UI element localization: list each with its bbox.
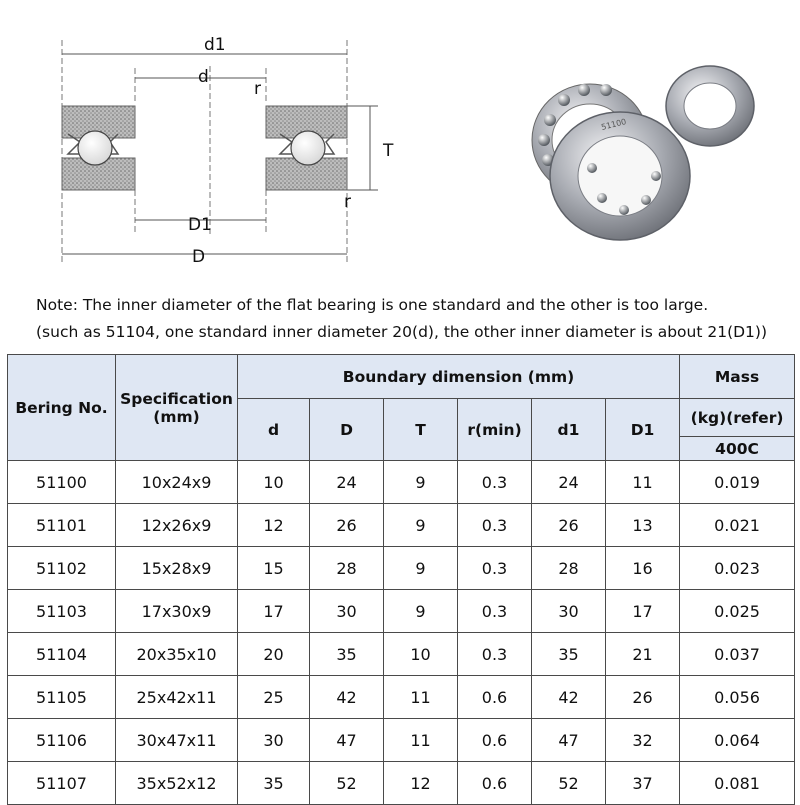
cell-D1: 17 (606, 590, 680, 633)
cell-D1: 37 (606, 762, 680, 805)
cell-bearing-no: 51102 (8, 547, 116, 590)
table-row (8, 547, 795, 590)
header-col-T: T (384, 399, 458, 461)
cell-D1: 32 (606, 719, 680, 762)
header-col-D1: D1 (606, 399, 680, 461)
label-d1: d1 (204, 35, 226, 55)
cell-d1: 47 (532, 719, 606, 762)
table-body (8, 461, 795, 805)
bearing-cross-section-diagram (40, 30, 400, 270)
cell-specification: 30x47x11 (116, 719, 238, 762)
cell-T: 10 (384, 633, 458, 676)
cell-specification: 25x42x11 (116, 676, 238, 719)
cell-T: 12 (384, 762, 458, 805)
cell-D: 28 (310, 547, 384, 590)
header-col-D: D (310, 399, 384, 461)
cell-D: 47 (310, 719, 384, 762)
label-T: T (383, 141, 394, 161)
table-row (8, 461, 795, 504)
cell-mass: 0.081 (680, 762, 795, 805)
cell-d: 17 (238, 590, 310, 633)
label-D: D (192, 247, 206, 267)
bearing-photo (520, 58, 760, 258)
cell-specification: 10x24x9 (116, 461, 238, 504)
cell-T: 11 (384, 719, 458, 762)
cell-D: 24 (310, 461, 384, 504)
cell-d: 20 (238, 633, 310, 676)
bearing-spec-table (7, 354, 795, 805)
cell-bearing-no: 51107 (8, 762, 116, 805)
cell-specification: 15x28x9 (116, 547, 238, 590)
cell-D: 42 (310, 676, 384, 719)
header-col-rmin: r(min) (458, 399, 532, 461)
cell-d: 30 (238, 719, 310, 762)
cell-r-min: 0.3 (458, 504, 532, 547)
cell-mass: 0.037 (680, 633, 795, 676)
cell-mass: 0.056 (680, 676, 795, 719)
cell-bearing-no: 51105 (8, 676, 116, 719)
cell-d1: 52 (532, 762, 606, 805)
cell-bearing-no: 51103 (8, 590, 116, 633)
cell-mass: 0.021 (680, 504, 795, 547)
cell-r-min: 0.6 (458, 762, 532, 805)
cell-d: 35 (238, 762, 310, 805)
cell-d: 25 (238, 676, 310, 719)
cell-d: 12 (238, 504, 310, 547)
label-r-top: r (254, 79, 261, 99)
cell-D1: 26 (606, 676, 680, 719)
cell-specification: 12x26x9 (116, 504, 238, 547)
cell-r-min: 0.3 (458, 590, 532, 633)
header-mass-400c: 400C (680, 437, 795, 461)
table-row (8, 590, 795, 633)
table-row (8, 762, 795, 805)
cell-d1: 42 (532, 676, 606, 719)
cell-specification: 20x35x10 (116, 633, 238, 676)
cell-D: 26 (310, 504, 384, 547)
ball-left (78, 131, 112, 165)
cell-r-min: 0.6 (458, 676, 532, 719)
cell-d1: 26 (532, 504, 606, 547)
cell-r-min: 0.3 (458, 547, 532, 590)
cell-r-min: 0.3 (458, 461, 532, 504)
cell-D1: 11 (606, 461, 680, 504)
cell-D1: 16 (606, 547, 680, 590)
cell-T: 9 (384, 547, 458, 590)
cell-d1: 28 (532, 547, 606, 590)
cell-bearing-no: 51106 (8, 719, 116, 762)
cell-d1: 24 (532, 461, 606, 504)
table-row (8, 719, 795, 762)
cell-specification: 35x52x12 (116, 762, 238, 805)
cell-specification: 17x30x9 (116, 590, 238, 633)
cell-r-min: 0.6 (458, 719, 532, 762)
cell-D1: 21 (606, 633, 680, 676)
cell-T: 9 (384, 461, 458, 504)
header-mass-unit: (kg)(refer) (680, 399, 795, 437)
cell-mass: 0.064 (680, 719, 795, 762)
label-d: d (198, 67, 209, 87)
cell-bearing-no: 51104 (8, 633, 116, 676)
table-row (8, 676, 795, 719)
cell-d1: 35 (532, 633, 606, 676)
header-mass: Mass (680, 355, 795, 399)
header-col-d: d (238, 399, 310, 461)
cell-T: 11 (384, 676, 458, 719)
label-D1: D1 (188, 215, 212, 235)
cell-mass: 0.023 (680, 547, 795, 590)
cell-D: 52 (310, 762, 384, 805)
header-col-d1: d1 (532, 399, 606, 461)
cell-r-min: 0.3 (458, 633, 532, 676)
header-boundary-dimension: Boundary dimension (mm) (238, 355, 680, 399)
cell-mass: 0.019 (680, 461, 795, 504)
cell-bearing-no: 51101 (8, 504, 116, 547)
cell-D: 35 (310, 633, 384, 676)
cell-T: 9 (384, 504, 458, 547)
label-r-bottom: r (344, 192, 351, 212)
table-row (8, 504, 795, 547)
cell-d: 15 (238, 547, 310, 590)
table-row (8, 633, 795, 676)
cell-d: 10 (238, 461, 310, 504)
cell-mass: 0.025 (680, 590, 795, 633)
header-specification: Specification (mm) (116, 355, 238, 461)
note-line-2: (such as 51104, one standard inner diameter 20(d), the other inner diameter is about 21(D1)) (36, 323, 768, 341)
header-bearing-no: Bering No. (8, 355, 116, 461)
cell-bearing-no: 51100 (8, 461, 116, 504)
note-line-1: Note: The inner diameter of the flat bearing is one standard and the other is too large. (36, 296, 709, 314)
ball-right (291, 131, 325, 165)
cell-D: 30 (310, 590, 384, 633)
cell-D1: 13 (606, 504, 680, 547)
bearing-marking: 51100 (600, 117, 628, 132)
cell-d1: 30 (532, 590, 606, 633)
cell-T: 9 (384, 590, 458, 633)
